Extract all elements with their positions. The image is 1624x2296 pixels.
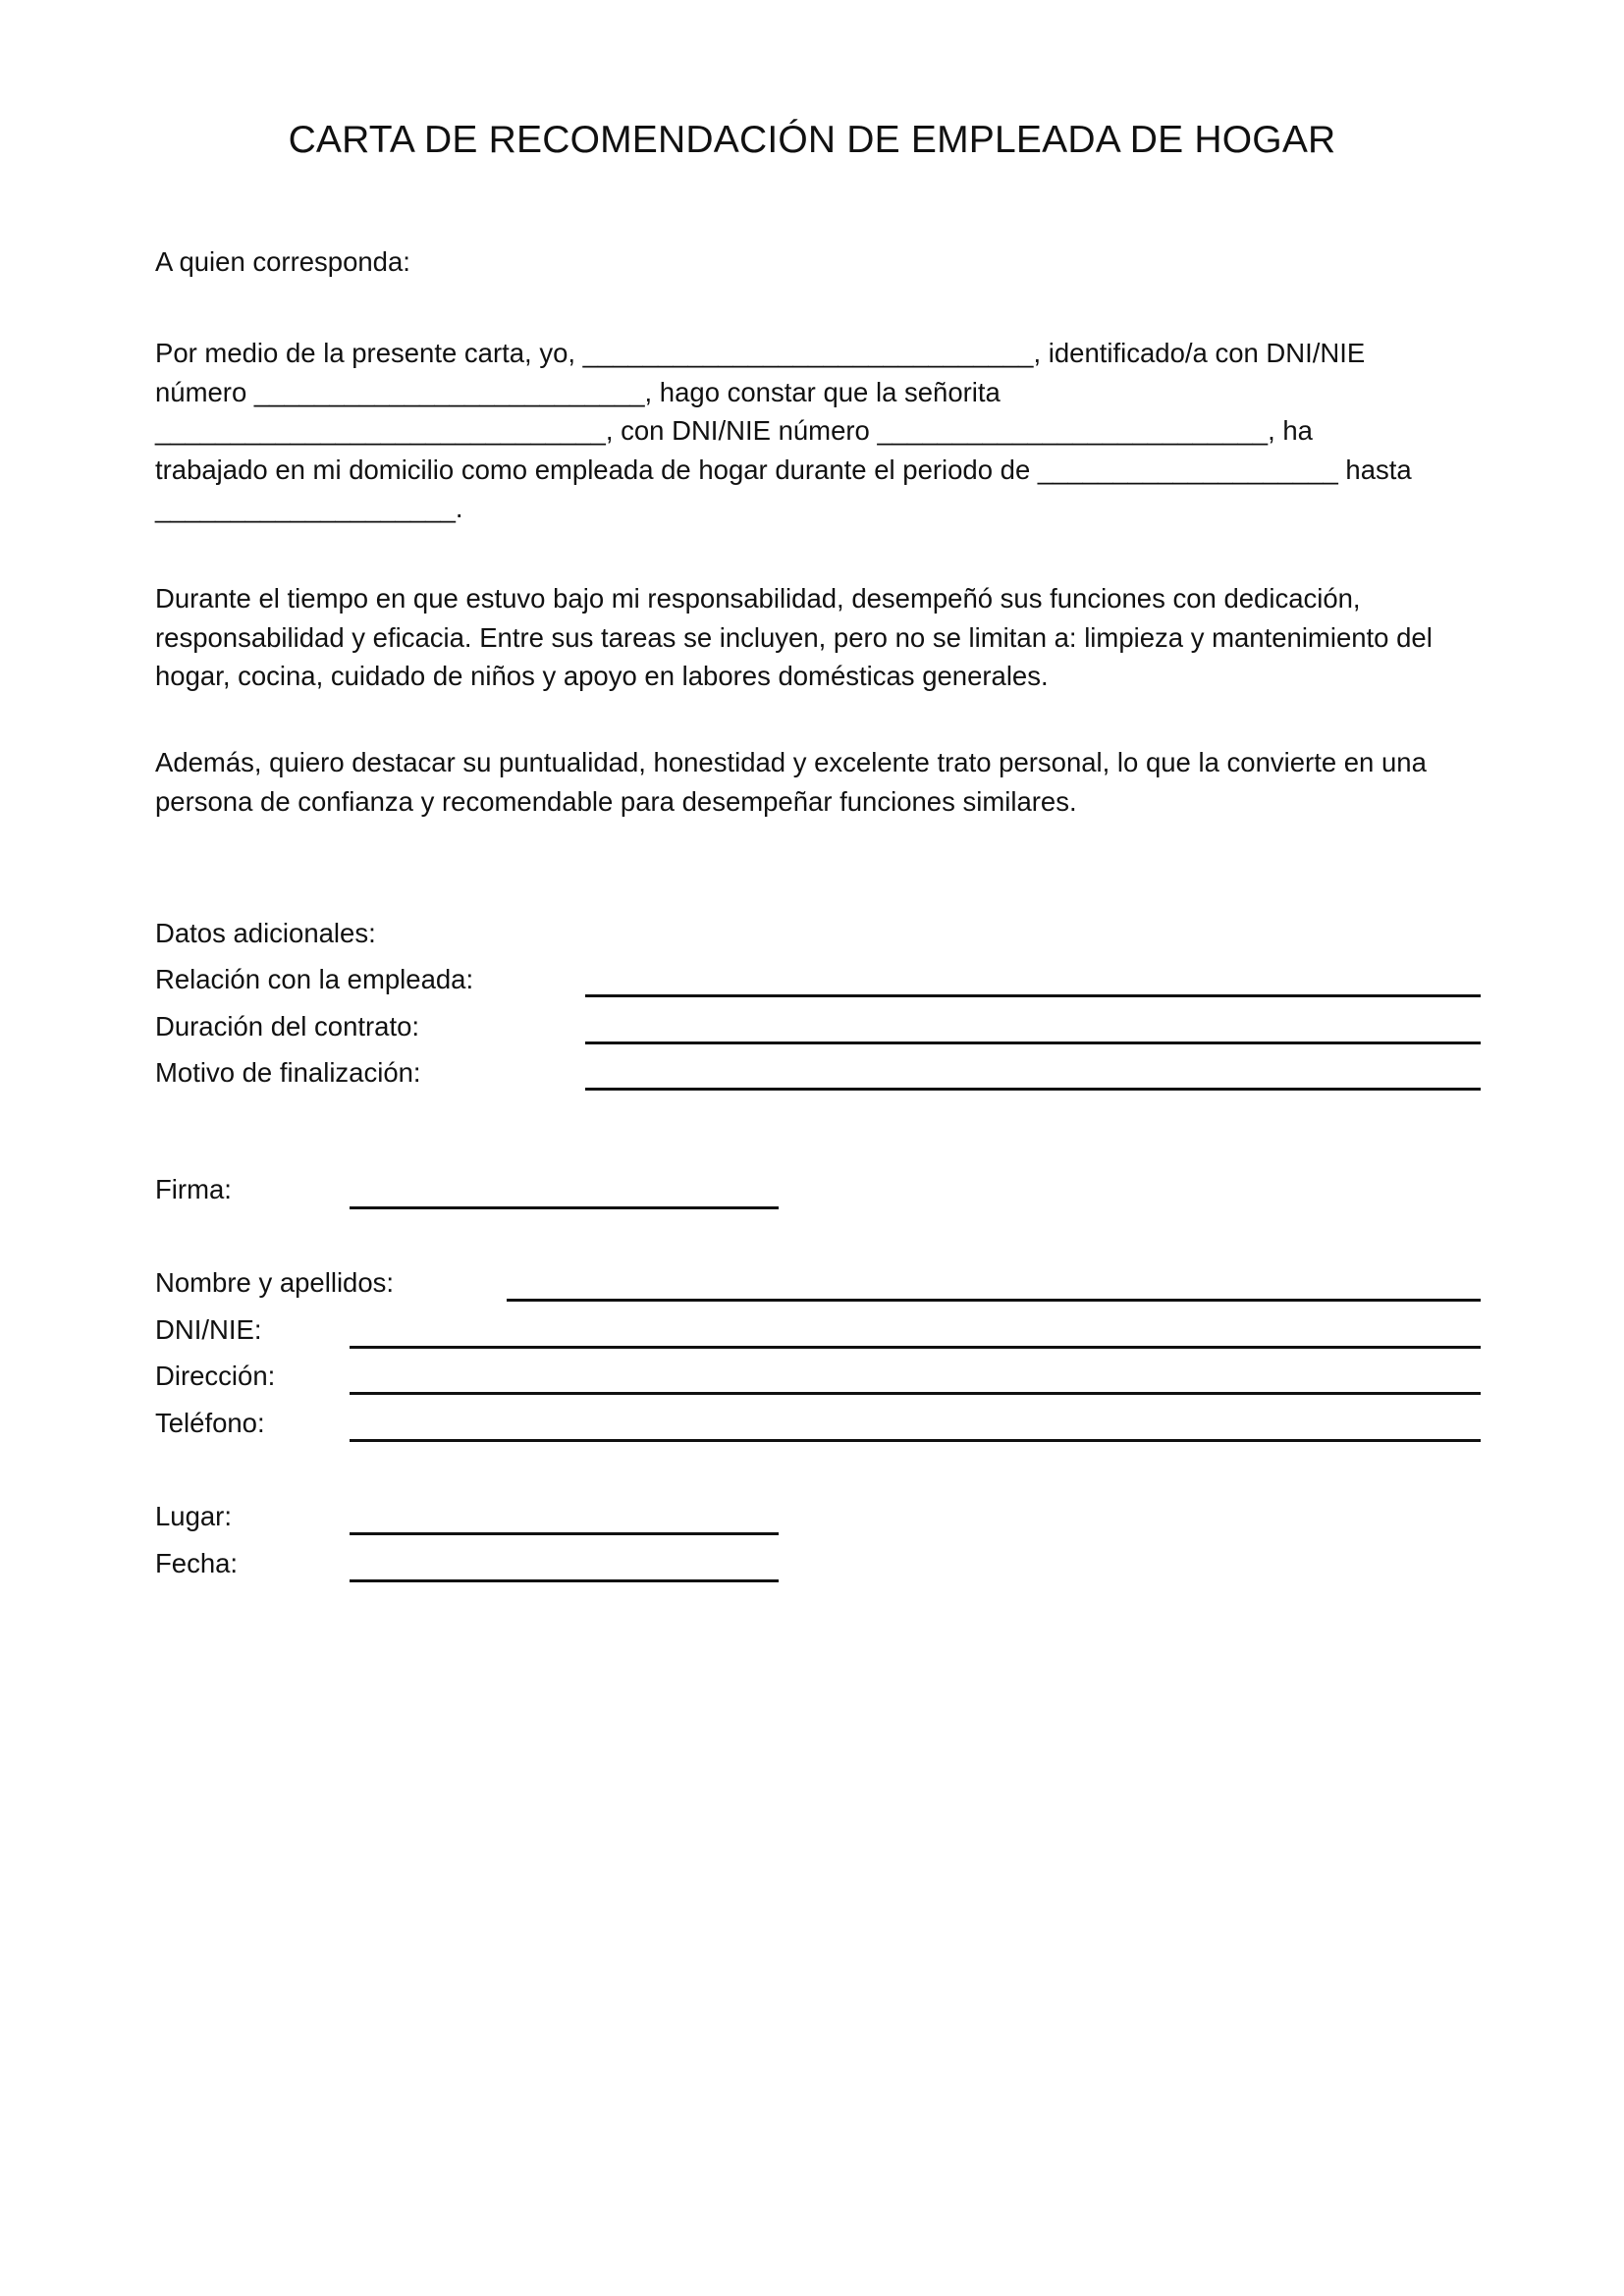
field-label: Relación con la empleada: <box>155 964 474 994</box>
field-address <box>155 1357 1481 1396</box>
signature-label: Firma: <box>155 1174 232 1204</box>
field-label: Teléfono: <box>155 1408 265 1438</box>
fill-line[interactable] <box>350 1392 1481 1395</box>
field-label: Nombre y apellidos: <box>155 1267 395 1298</box>
salutation: A quien corresponda: <box>155 246 410 277</box>
field-label: DNI/NIE: <box>155 1314 262 1345</box>
fill-line[interactable] <box>350 1579 779 1582</box>
paragraph-line: Por medio de la presente carta, yo, ______________________________, identificado/a con DNI/NIE <box>155 338 1366 368</box>
paragraph-line: ____________________. <box>155 493 463 523</box>
paragraph-line: trabajado en mi domicilio como empleada de hogar durante el periodo de ____________________ hasta <box>155 454 1412 485</box>
fill-line[interactable] <box>507 1299 1481 1302</box>
field-dni <box>155 1310 1481 1350</box>
field-label: Lugar: <box>155 1501 232 1531</box>
signature-line[interactable] <box>350 1206 779 1209</box>
paragraph-duties <box>155 579 1476 696</box>
field-relation <box>155 960 1481 999</box>
fill-line[interactable] <box>350 1532 779 1535</box>
paragraph-line: Además, quiero destacar su puntualidad, honestidad y excelente trato personal, lo que la convierte en una <box>155 747 1427 777</box>
fill-line[interactable] <box>585 1088 1481 1091</box>
field-contract-duration <box>155 1007 1481 1046</box>
paragraph-intro <box>155 334 1476 528</box>
paragraph-qualities <box>155 743 1476 821</box>
field-signature <box>155 1170 1481 1209</box>
field-termination-reason <box>155 1053 1481 1093</box>
additional-data-heading: Datos adicionales: <box>155 918 376 948</box>
paragraph-line: responsabilidad y eficacia. Entre sus tareas se incluyen, pero no se limitan a: limpieza y mantenimiento del <box>155 621 1433 653</box>
field-label: Dirección: <box>155 1361 276 1391</box>
field-place <box>155 1497 1481 1536</box>
field-label: Motivo de finalización: <box>155 1057 421 1088</box>
field-full-name <box>155 1263 1481 1303</box>
field-label: Duración del contrato: <box>155 1011 420 1041</box>
paragraph-line: hogar, cocina, cuidado de niños y apoyo en labores domésticas generales. <box>155 661 1049 691</box>
document-title: CARTA DE RECOMENDACIÓN DE EMPLEADA DE HOGAR <box>288 119 1336 161</box>
fill-line[interactable] <box>585 994 1481 997</box>
paragraph-line: número __________________________, hago constar que la señorita <box>155 376 1001 407</box>
paragraph-line: Durante el tiempo en que estuvo bajo mi responsabilidad, desempeñó sus funciones con dedicación, <box>155 583 1361 614</box>
fill-line[interactable] <box>585 1041 1481 1044</box>
field-label: Fecha: <box>155 1548 239 1578</box>
field-date <box>155 1544 1481 1583</box>
fill-line[interactable] <box>350 1439 1481 1442</box>
paragraph-line: ______________________________, con DNI/NIE número __________________________, ha <box>155 415 1313 446</box>
paragraph-line: persona de confianza y recomendable para desempeñar funciones similares. <box>155 785 1077 817</box>
field-phone <box>155 1404 1481 1443</box>
fill-line[interactable] <box>350 1346 1481 1349</box>
